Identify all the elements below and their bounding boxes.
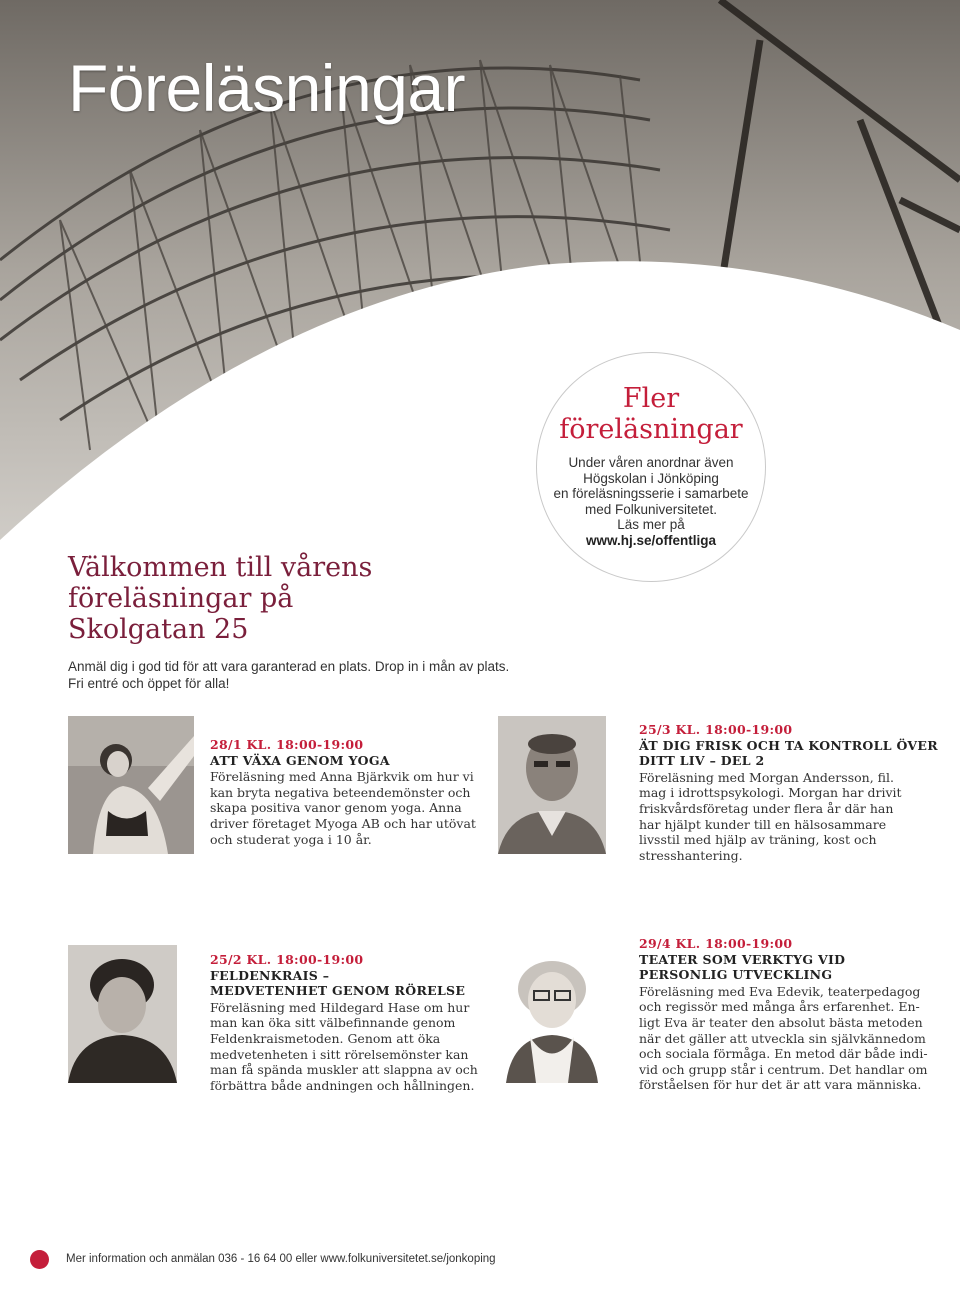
event-title: TEATER SOM VERKTYG VID PERSONLIG UTVECKLING [639,951,846,983]
event-date: 28/1 KL. 18:00-19:00 [210,737,364,752]
morgan-portrait-image [498,716,606,854]
event-date: 25/2 KL. 18:00-19:00 [210,952,364,967]
promo-line5: Läs mer på [617,517,685,532]
footer-text: Mer information och anmälan 036 - 16 64 00 eller www.folkuniversitetet.se/jonkoping [66,1253,496,1265]
promo-link[interactable]: www.hj.se/offentliga [585,532,716,548]
event-date: 29/4 KL. 18:00-19:00 [639,936,793,951]
promo-line3: en föreläsningsserie i samarbete [553,486,749,501]
event-description: Föreläsning med Morgan Andersson, fil. mag i idrottspsykologi. Morgan har drivit friskvårdsföretag under flera år där han har hjälpt kunder till en hälsosammare livsstil med hjälp av träning, kost och stresshantering. [639,769,902,863]
event-title: ATT VÄXA GENOM YOGA [210,752,390,768]
promo-heading-line1: Fler [622,383,680,414]
promo-heading-line2: föreläsningar [559,414,743,445]
event-title: FELDENKRAIS – MEDVETENHET GENOM RÖRELSE [210,967,466,999]
intro-line1: Anmäl dig i god tid för att vara garanterad en plats. Drop in i mån av plats. [68,659,510,674]
welcome-line2: föreläsningar på [68,583,294,614]
welcome-line1: Välkommen till vårens [68,552,373,583]
event-feldenkrais [210,952,490,1093]
eva-portrait-image [498,945,606,1083]
page-title: Föreläsningar [68,51,466,125]
event-description: Föreläsning med Hildegard Hase om hur man kan öka sitt välbefinnande genom Feldenkraismetoden. Genom att öka medvetenheten i sitt rörelsemönster kan man få spända muskler att slappna av och förbättra både andningen och hållningen. [210,999,478,1093]
hildegard-portrait-image [68,945,177,1083]
event-description: Föreläsning med Anna Bjärkvik om hur vi kan bryta negativa beteendemönster och skapa positiva vanor genom yoga. Anna driver företaget Myoga AB och har utövat och studerat yoga i 10 år. [210,769,476,847]
event-title: ÄT DIG FRISK OCH TA KONTROLL ÖVER DITT LIV – DEL 2 [639,737,938,769]
promo-line2: Högskolan i Jönköping [583,470,719,486]
event-description: Föreläsning med Eva Edevik, teaterpedagog och regissör med många års erfarenhet. En- ligt Eva är teater den absolut bästa metoden när det gäller att utveckla sin självkännedom och sociala förmåga. En metod där både indi- vid och grupp står i centrum. Det handlar om förståelsen för hur det är att vara människa. [639,983,928,1093]
morgan-photo [498,716,606,854]
event-health [639,722,939,863]
promo-heading [537,383,765,445]
welcome-heading [68,552,488,645]
bullet-icon [30,1250,49,1269]
intro-line2: Fri entré och öppet för alla! [68,676,230,691]
hildegard-photo [68,945,177,1083]
promo-circle [536,352,766,582]
promo-text [537,455,765,549]
welcome-line3: Skolgatan 25 [68,614,249,645]
eva-photo [498,945,606,1083]
event-date: 25/3 KL. 18:00-19:00 [639,722,793,737]
promo-line1: Under våren anordnar även [568,455,734,470]
yoga-portrait-image [68,716,194,854]
event-theatre [639,936,939,1093]
yoga-photo [68,716,194,854]
promo-line4: med Folkuniversitetet. [584,501,718,517]
intro-text [68,658,528,692]
event-yoga [210,737,480,847]
